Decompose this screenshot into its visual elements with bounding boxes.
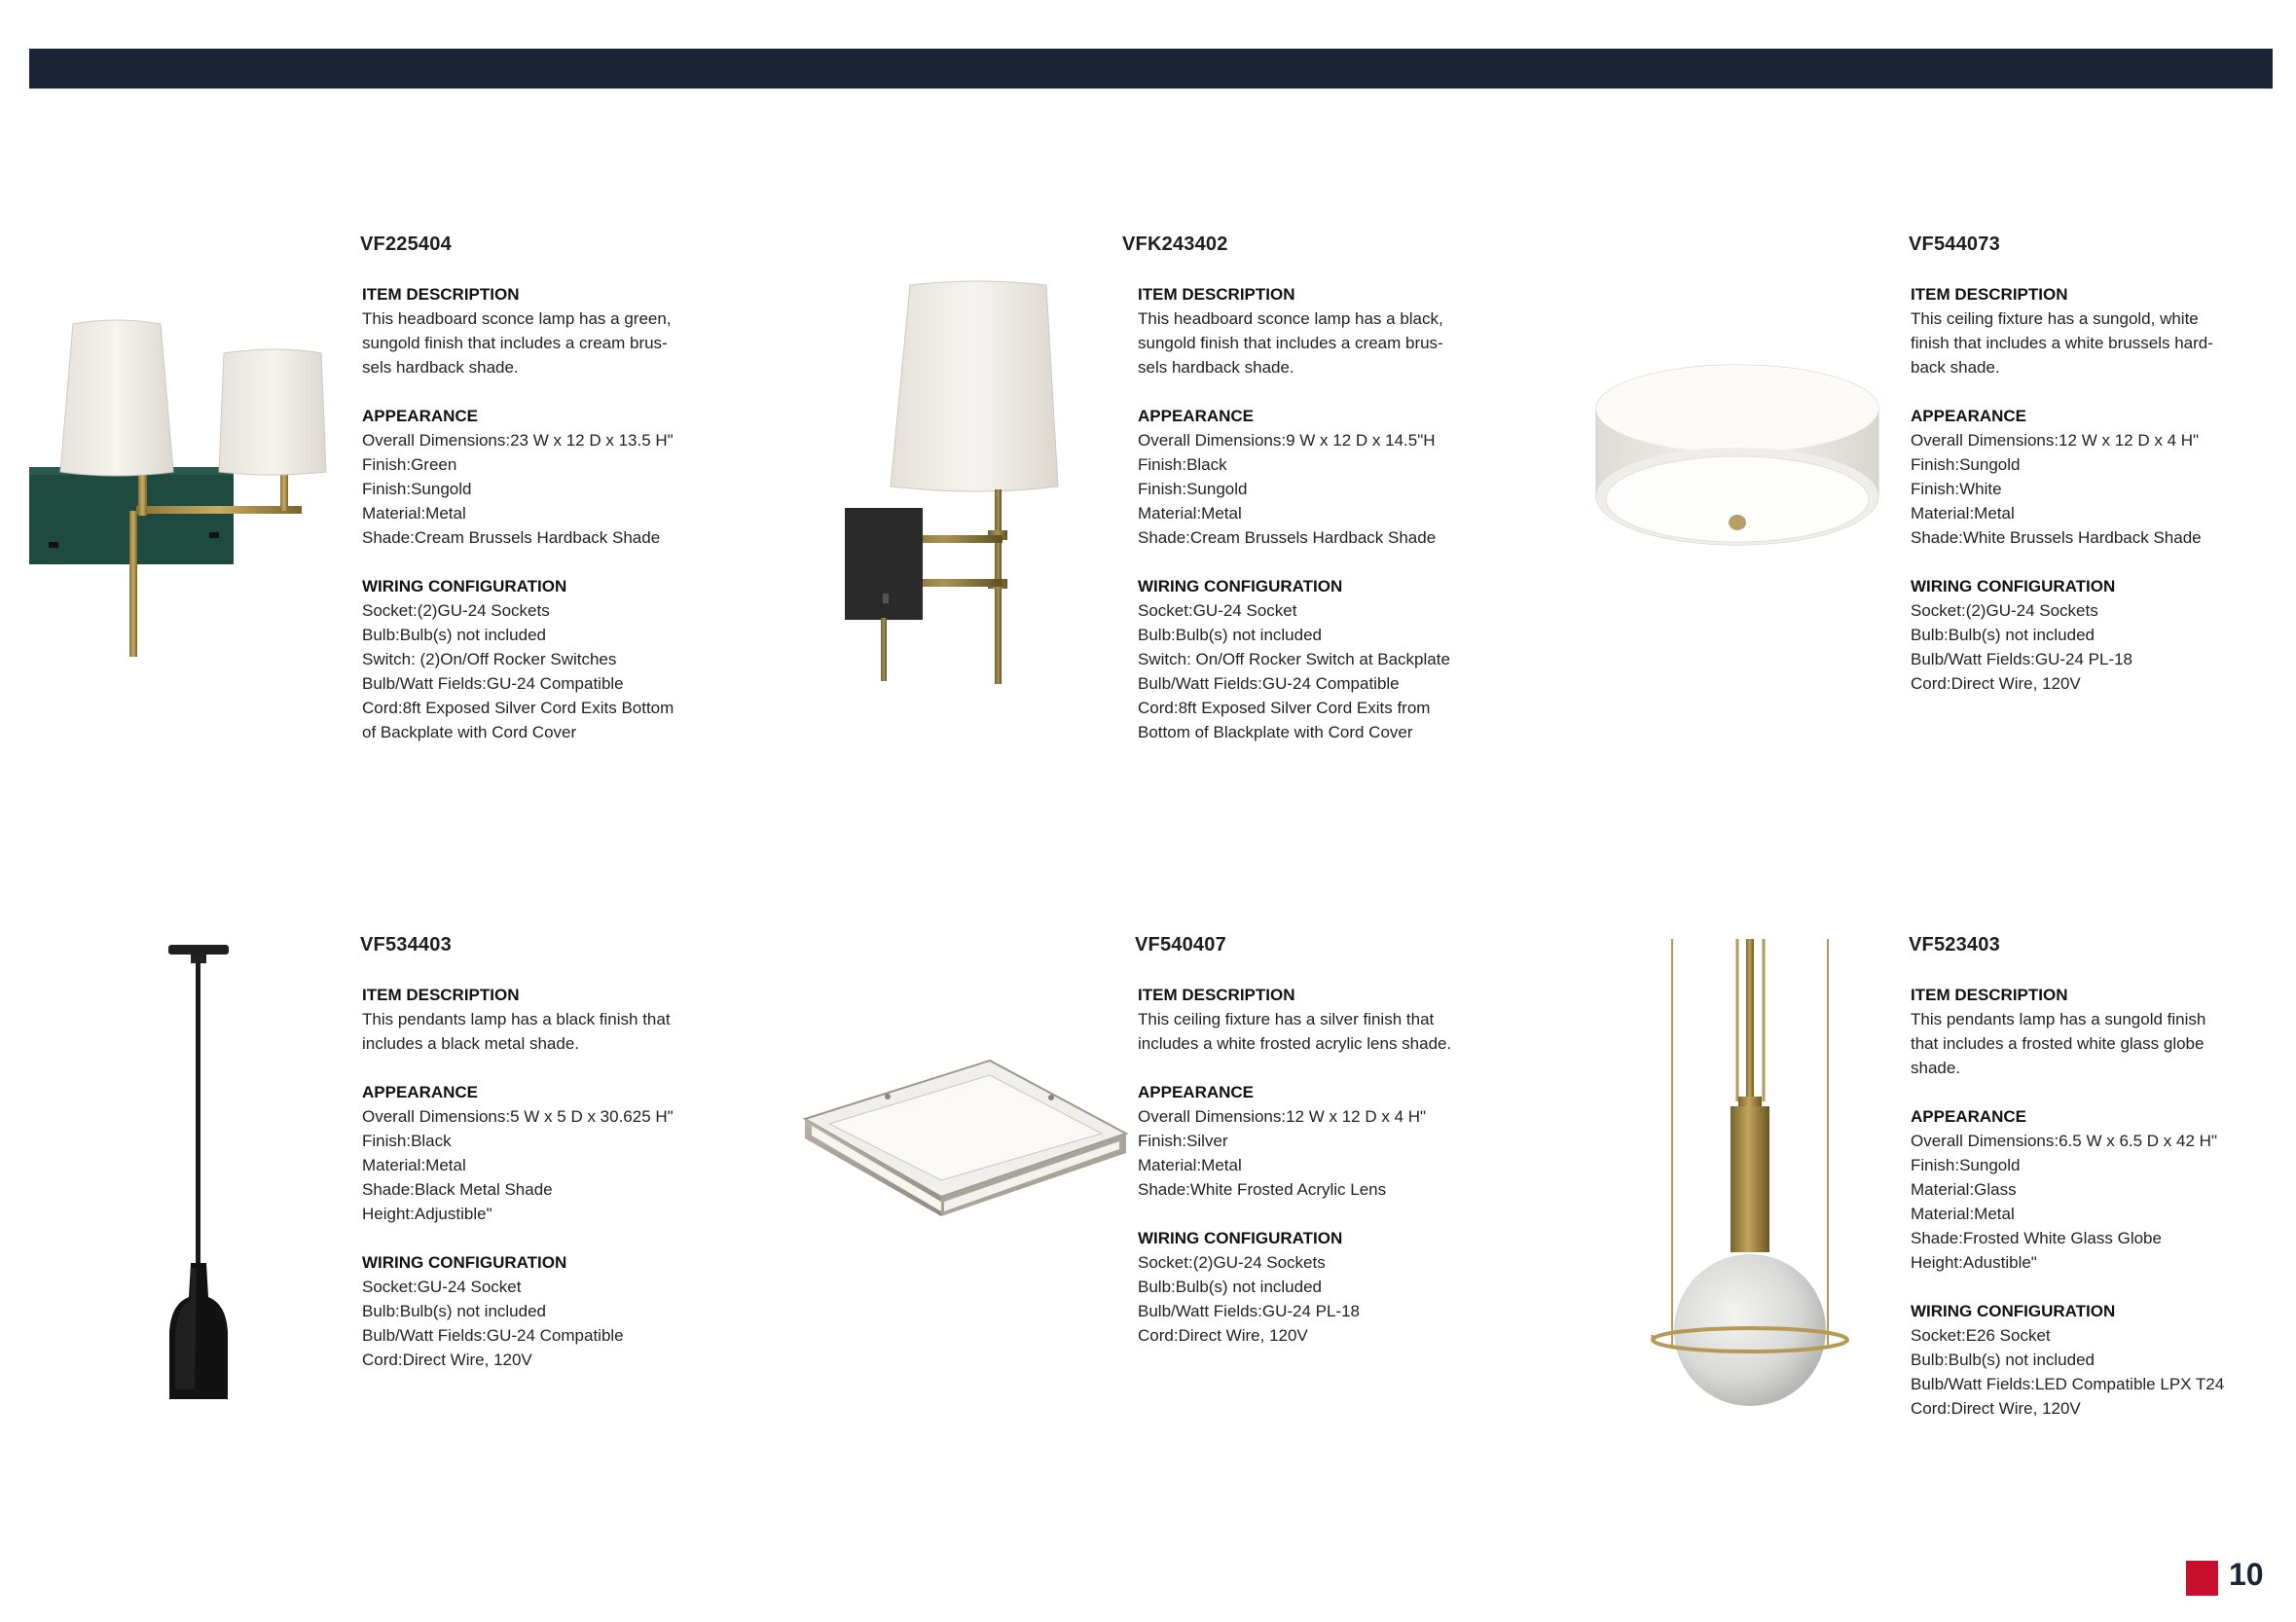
wiring-line: Cord:8ft Exposed Silver Cord Exits Bottom <box>362 699 674 717</box>
appearance-line: Shade:Frosted White Glass Globe <box>1911 1229 2162 1247</box>
wiring-line: Bulb:Bulb(s) not included <box>1138 626 1323 644</box>
wiring-line: Socket:GU-24 Socket <box>1138 601 1297 620</box>
appearance-heading: APPEARANCE <box>1138 1083 1255 1101</box>
wiring-line: Bulb/Watt Fields:GU-24 Compatible <box>1138 674 1400 693</box>
description-line: sungold finish that includes a cream brus- <box>1138 334 1443 352</box>
appearance-line: Finish:Sungold <box>1911 455 2021 474</box>
wiring-line: Cord:Direct Wire, 120V <box>362 1351 532 1369</box>
item-description-heading: ITEM DESCRIPTION <box>1138 285 1295 304</box>
wiring-line: Bulb/Watt Fields:GU-24 Compatible <box>362 1326 624 1345</box>
appearance-list <box>1911 1129 2241 1275</box>
wiring-line: Bulb/Watt Fields:GU-24 PL-18 <box>1911 650 2133 668</box>
appearance-list <box>1911 428 2241 550</box>
wiring-line: Bulb:Bulb(s) not included <box>362 1302 547 1320</box>
appearance-line: Material:Metal <box>1138 1156 1242 1174</box>
wiring-line: Socket:(2)GU-24 Sockets <box>362 601 550 620</box>
description-line: This headboard sconce lamp has a black, <box>1138 309 1443 328</box>
appearance-list <box>362 428 693 550</box>
description-line: This headboard sconce lamp has a green, <box>362 309 672 328</box>
appearance-line: Height:Adjustible" <box>362 1205 492 1223</box>
page-marker-square <box>2186 1561 2218 1596</box>
description-line: finish that includes a white brussels hard- <box>1911 334 2213 352</box>
appearance-line: Material:Metal <box>1911 1205 2015 1223</box>
appearance-line: Overall Dimensions:6.5 W x 6.5 D x 42 H" <box>1911 1132 2217 1150</box>
appearance-heading: APPEARANCE <box>362 407 479 425</box>
description-line: This pendants lamp has a sungold finish <box>1911 1010 2206 1028</box>
appearance-line: Shade:Cream Brussels Hardback Shade <box>362 528 661 547</box>
appearance-line: Shade:White Frosted Acrylic Lens <box>1138 1180 1387 1199</box>
item-description <box>1911 1007 2241 1080</box>
wiring-line: Switch: On/Off Rocker Switch at Backplate <box>1138 650 1450 668</box>
appearance-heading: APPEARANCE <box>362 1083 479 1101</box>
item-description <box>362 1007 693 1056</box>
description-line: sels hardback shade. <box>1138 358 1294 377</box>
description-line: that includes a frosted white glass globe <box>1911 1034 2205 1053</box>
product-code: VF540407 <box>1135 934 1226 955</box>
appearance-line: Shade:Cream Brussels Hardback Shade <box>1138 528 1437 547</box>
wiring-line: Cord:8ft Exposed Silver Cord Exits from <box>1138 699 1431 717</box>
appearance-line: Overall Dimensions:12 W x 12 D x 4 H" <box>1911 431 2200 450</box>
item-description-heading: ITEM DESCRIPTION <box>362 285 520 304</box>
appearance-line: Finish:Green <box>362 455 457 474</box>
description-line: This ceiling fixture has a silver finish that <box>1138 1010 1435 1028</box>
item-description-heading: ITEM DESCRIPTION <box>1911 986 2068 1004</box>
appearance-line: Finish:Black <box>1138 455 1227 474</box>
appearance-list <box>1138 428 1469 550</box>
wiring-line: Bottom of Blackplate with Cord Cover <box>1138 723 1413 741</box>
wiring-line: Socket:E26 Socket <box>1911 1326 2051 1345</box>
appearance-line: Material:Metal <box>362 1156 466 1174</box>
swing-arm-sconce-icon <box>842 277 1114 696</box>
wiring-line: Socket:(2)GU-24 Sockets <box>1138 1253 1326 1272</box>
wiring-line: Bulb:Bulb(s) not included <box>1138 1278 1323 1296</box>
wiring-heading: WIRING CONFIGURATION <box>362 1253 567 1272</box>
drum-ceiling-fixture-icon <box>1591 355 1883 598</box>
appearance-line: Finish:Sungold <box>1138 480 1248 498</box>
wiring-line: Cord:Direct Wire, 120V <box>1911 674 2081 693</box>
item-description <box>1138 1007 1469 1056</box>
wiring-heading: WIRING CONFIGURATION <box>1138 1229 1343 1247</box>
appearance-line: Overall Dimensions:12 W x 12 D x 4 H" <box>1138 1107 1427 1126</box>
appearance-line: Finish:Sungold <box>1911 1156 2021 1174</box>
wiring-heading: WIRING CONFIGURATION <box>1911 1302 2116 1320</box>
item-description <box>1138 306 1469 379</box>
item-description <box>362 306 693 379</box>
item-description-heading: ITEM DESCRIPTION <box>1138 986 1295 1004</box>
appearance-line: Finish:Silver <box>1138 1132 1228 1150</box>
appearance-heading: APPEARANCE <box>1911 1107 2027 1126</box>
description-line: sungold finish that includes a cream brus- <box>362 334 668 352</box>
product-code: VFK243402 <box>1122 234 1228 255</box>
appearance-line: Finish:Black <box>362 1132 452 1150</box>
product-code: VF225404 <box>360 234 452 255</box>
wiring-line: Switch: (2)On/Off Rocker Switches <box>362 650 617 668</box>
appearance-heading: APPEARANCE <box>1138 407 1255 425</box>
wiring-line: of Backplate with Cord Cover <box>362 723 577 741</box>
product-code: VF534403 <box>360 934 452 955</box>
appearance-line: Material:Glass <box>1911 1180 2017 1199</box>
square-ceiling-fixture-icon <box>800 1056 1131 1221</box>
globe-pendant-icon <box>1645 936 1859 1413</box>
wiring-list <box>1138 598 1469 744</box>
description-line: shade. <box>1911 1059 1961 1077</box>
appearance-list <box>362 1104 693 1226</box>
appearance-line: Finish:White <box>1911 480 2002 498</box>
wiring-line: Cord:Direct Wire, 120V <box>1911 1399 2081 1418</box>
wiring-list <box>362 1275 693 1372</box>
wiring-line: Bulb/Watt Fields:GU-24 Compatible <box>362 674 624 693</box>
description-line: sels hardback shade. <box>362 358 519 377</box>
wiring-line: Socket:(2)GU-24 Sockets <box>1911 601 2098 620</box>
appearance-line: Material:Metal <box>1911 504 2015 523</box>
appearance-line: Material:Metal <box>1138 504 1242 523</box>
wiring-list <box>362 598 693 744</box>
description-line: includes a black metal shade. <box>362 1034 580 1053</box>
double-headboard-sconce-icon <box>29 316 360 657</box>
wiring-line: Bulb/Watt Fields:LED Compatible LPX T24 <box>1911 1375 2225 1393</box>
wiring-list <box>1138 1250 1469 1348</box>
wiring-heading: WIRING CONFIGURATION <box>1138 577 1343 595</box>
appearance-line: Overall Dimensions:9 W x 12 D x 14.5"H <box>1138 431 1436 450</box>
description-line: This pendants lamp has a black finish that <box>362 1010 671 1028</box>
header-bar <box>29 49 2273 89</box>
wiring-line: Cord:Direct Wire, 120V <box>1138 1326 1308 1345</box>
item-description-heading: ITEM DESCRIPTION <box>362 986 520 1004</box>
appearance-line: Material:Metal <box>362 504 466 523</box>
wiring-list <box>1911 1323 2241 1421</box>
appearance-line: Height:Adustible" <box>1911 1253 2037 1272</box>
wiring-line: Bulb:Bulb(s) not included <box>362 626 547 644</box>
appearance-list <box>1138 1104 1469 1202</box>
appearance-line: Shade:Black Metal Shade <box>362 1180 553 1199</box>
black-pendant-icon <box>156 942 243 1404</box>
appearance-line: Finish:Sungold <box>362 480 472 498</box>
appearance-heading: APPEARANCE <box>1911 407 2027 425</box>
wiring-line: Socket:GU-24 Socket <box>362 1278 522 1296</box>
appearance-line: Shade:White Brussels Hardback Shade <box>1911 528 2202 547</box>
page-number: 10 <box>2229 1557 2264 1592</box>
description-line: includes a white frosted acrylic lens shade. <box>1138 1034 1452 1053</box>
wiring-heading: WIRING CONFIGURATION <box>362 577 567 595</box>
wiring-list <box>1911 598 2241 696</box>
item-description-heading: ITEM DESCRIPTION <box>1911 285 2068 304</box>
item-description <box>1911 306 2241 379</box>
product-code: VF544073 <box>1909 234 2000 255</box>
appearance-line: Overall Dimensions:5 W x 5 D x 30.625 H" <box>362 1107 674 1126</box>
description-line: This ceiling fixture has a sungold, white <box>1911 309 2199 328</box>
wiring-line: Bulb:Bulb(s) not included <box>1911 1351 2096 1369</box>
wiring-heading: WIRING CONFIGURATION <box>1911 577 2116 595</box>
wiring-line: Bulb/Watt Fields:GU-24 PL-18 <box>1138 1302 1361 1320</box>
description-line: back shade. <box>1911 358 2000 377</box>
wiring-line: Bulb:Bulb(s) not included <box>1911 626 2096 644</box>
product-code: VF523403 <box>1909 934 2000 955</box>
appearance-line: Overall Dimensions:23 W x 12 D x 13.5 H" <box>362 431 674 450</box>
